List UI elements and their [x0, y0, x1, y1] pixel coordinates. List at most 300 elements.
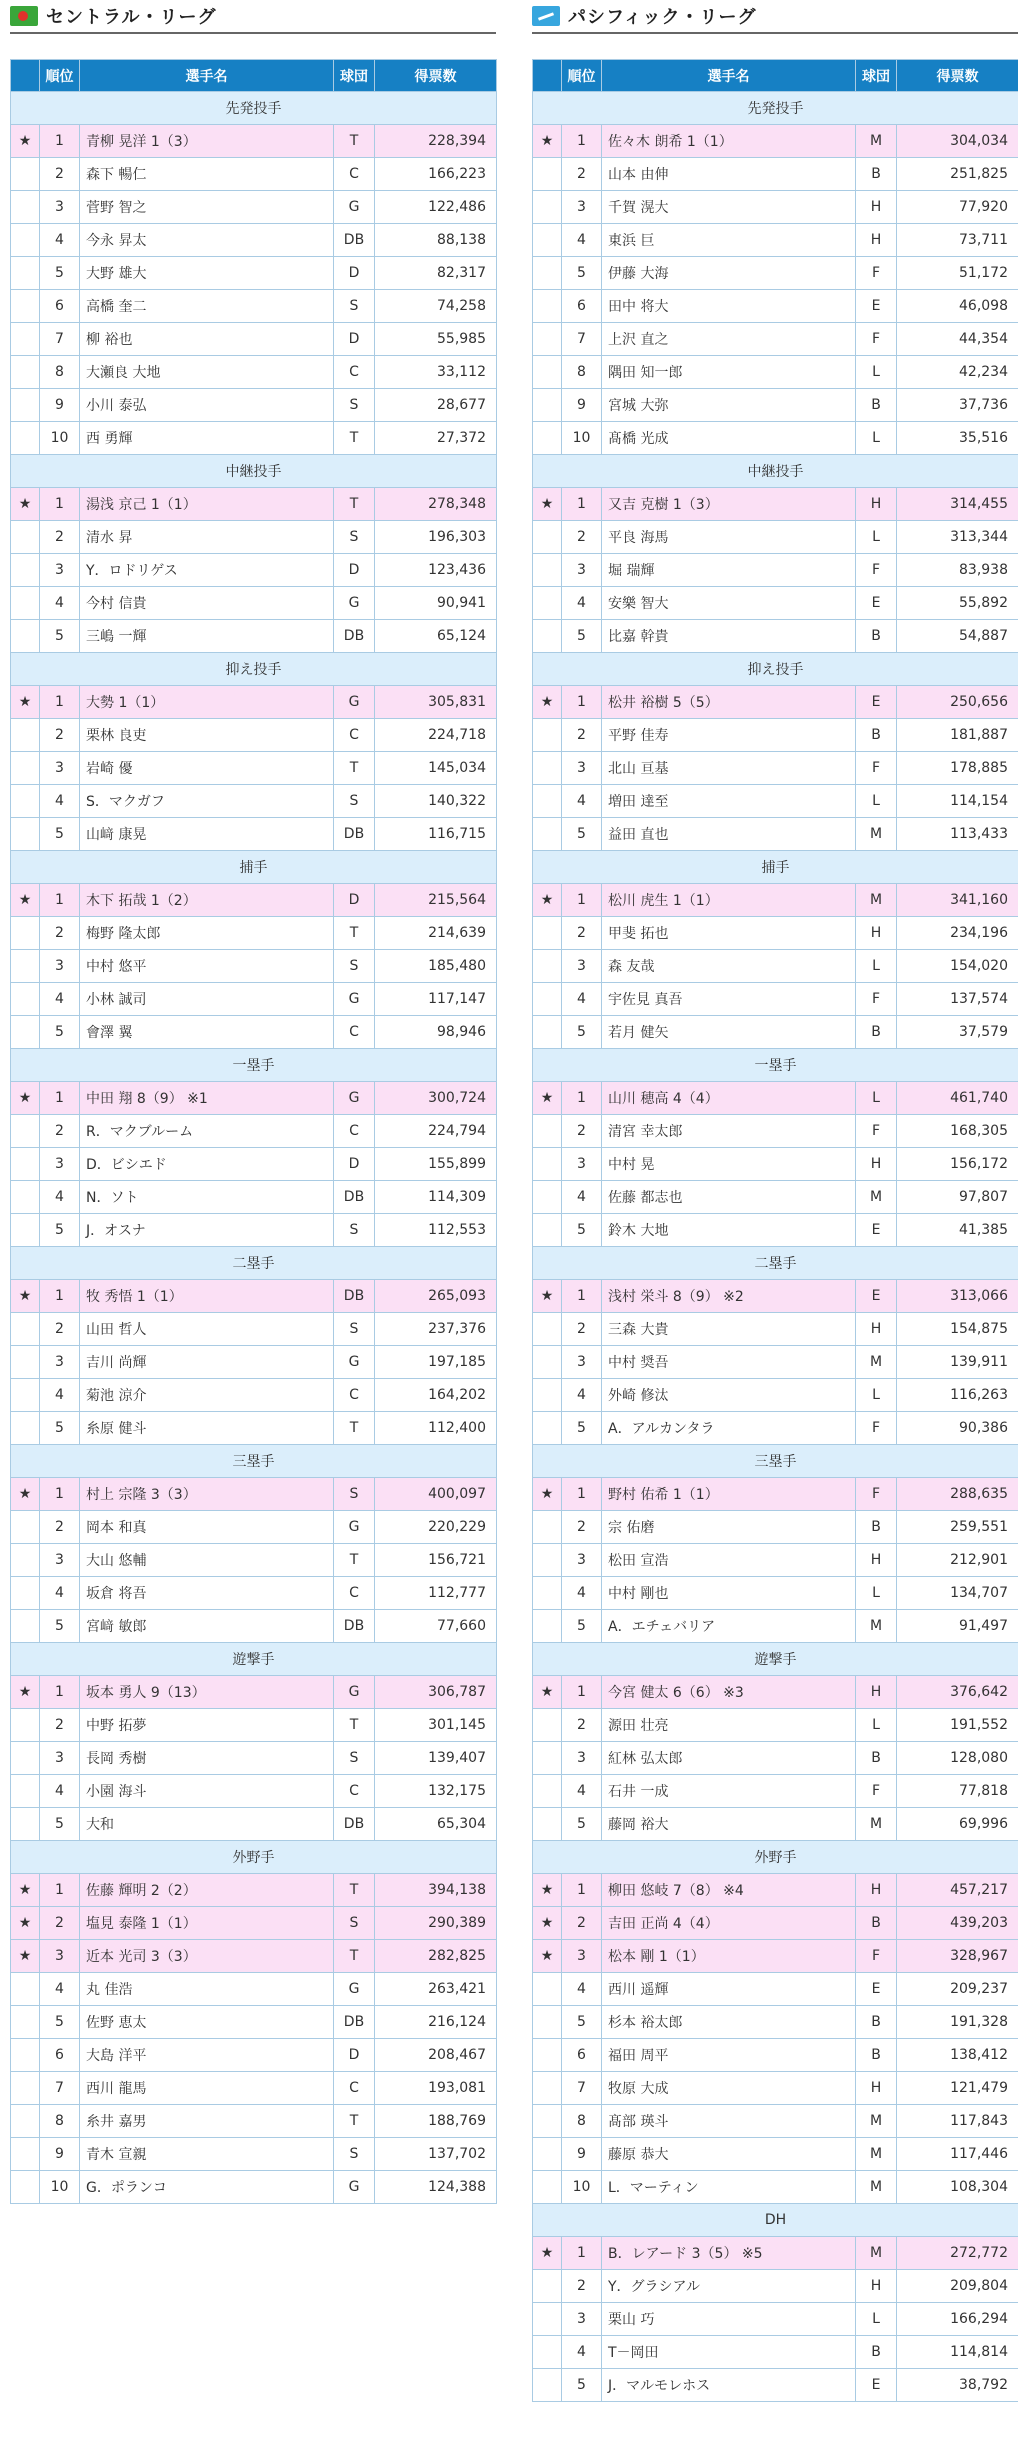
- star-mark: [11, 1214, 40, 1247]
- player-name-cell: 小園 海斗: [80, 1775, 334, 1808]
- team-cell: H: [856, 191, 897, 224]
- player-name-cell: 西川 龍馬: [80, 2072, 334, 2105]
- star-mark: [11, 1577, 40, 1610]
- rank-cell: 2: [40, 1115, 80, 1148]
- team-cell: L: [856, 1577, 897, 1610]
- rank-cell: 3: [40, 1940, 80, 1973]
- rank-cell: 5: [40, 1412, 80, 1445]
- rank-cell: 2: [562, 1907, 602, 1940]
- header-rank: 順位: [40, 60, 80, 92]
- team-cell: M: [856, 2138, 897, 2171]
- rank-cell: 1: [562, 1676, 602, 1709]
- rank-cell: 5: [40, 1808, 80, 1841]
- star-mark: ★: [11, 125, 40, 158]
- votes-cell: 394,138: [375, 1874, 497, 1907]
- player-name-cell: 栗林 良吏: [80, 719, 334, 752]
- rank-cell: 4: [40, 1181, 80, 1214]
- rank-cell: 4: [40, 587, 80, 620]
- section-row: [533, 1445, 1018, 1478]
- star-mark: [11, 1412, 40, 1445]
- votes-cell: 288,635: [897, 1478, 1018, 1511]
- team-cell: D: [334, 257, 375, 290]
- votes-cell: 114,814: [897, 2336, 1018, 2369]
- section-title: 外野手: [533, 1841, 1018, 1874]
- star-mark: [533, 2171, 562, 2204]
- table-row: [11, 1676, 497, 1709]
- table-row: [533, 323, 1018, 356]
- player-name-cell: N．ソト: [80, 1181, 334, 1214]
- rank-cell: 3: [562, 554, 602, 587]
- star-mark: [533, 1775, 562, 1808]
- table-row: [11, 1742, 497, 1775]
- section-row: [11, 653, 497, 686]
- star-mark: [11, 719, 40, 752]
- rank-cell: 2: [40, 719, 80, 752]
- team-cell: M: [856, 818, 897, 851]
- votes-cell: 328,967: [897, 1940, 1018, 1973]
- team-cell: D: [334, 884, 375, 917]
- table-row: [11, 1775, 497, 1808]
- player-name-cell: A．アルカンタラ: [602, 1412, 856, 1445]
- votes-cell: 132,175: [375, 1775, 497, 1808]
- star-mark: [533, 1379, 562, 1412]
- rank-cell: 4: [562, 224, 602, 257]
- team-cell: D: [334, 2039, 375, 2072]
- team-cell: S: [334, 290, 375, 323]
- rank-cell: 1: [562, 488, 602, 521]
- team-cell: T: [334, 1940, 375, 1973]
- star-mark: [11, 2138, 40, 2171]
- player-name-cell: 藤岡 裕大: [602, 1808, 856, 1841]
- star-mark: [533, 224, 562, 257]
- star-mark: ★: [533, 1907, 562, 1940]
- team-cell: D: [334, 1148, 375, 1181]
- team-cell: T: [334, 752, 375, 785]
- table-row: [533, 1379, 1018, 1412]
- player-name-cell: 高橋 奎二: [80, 290, 334, 323]
- votes-cell: 35,516: [897, 422, 1018, 455]
- team-cell: H: [856, 488, 897, 521]
- section-row: [533, 1247, 1018, 1280]
- player-name-cell: 北山 亘基: [602, 752, 856, 785]
- table-row: [11, 1577, 497, 1610]
- table-row: [11, 2171, 497, 2204]
- votes-cell: 112,777: [375, 1577, 497, 1610]
- player-name-cell: 平野 佳寿: [602, 719, 856, 752]
- star-mark: ★: [11, 1082, 40, 1115]
- team-cell: F: [856, 1412, 897, 1445]
- rank-cell: 5: [40, 620, 80, 653]
- star-mark: [11, 752, 40, 785]
- votes-cell: 55,892: [897, 587, 1018, 620]
- votes-cell: 224,794: [375, 1115, 497, 1148]
- votes-cell: 461,740: [897, 1082, 1018, 1115]
- star-mark: ★: [11, 1280, 40, 1313]
- votes-cell: 234,196: [897, 917, 1018, 950]
- section-row: [11, 1841, 497, 1874]
- team-cell: G: [334, 2171, 375, 2204]
- rank-cell: 3: [562, 191, 602, 224]
- player-name-cell: A．エチェバリア: [602, 1610, 856, 1643]
- star-mark: ★: [11, 1478, 40, 1511]
- player-name-cell: 柳 裕也: [80, 323, 334, 356]
- player-name-cell: 外崎 修汰: [602, 1379, 856, 1412]
- rank-cell: 3: [562, 950, 602, 983]
- section-title: 抑え投手: [533, 653, 1018, 686]
- team-cell: B: [856, 389, 897, 422]
- star-mark: [533, 2270, 562, 2303]
- player-name-cell: 伊藤 大海: [602, 257, 856, 290]
- section-title: 二塁手: [533, 1247, 1018, 1280]
- star-mark: [533, 389, 562, 422]
- team-cell: M: [856, 1808, 897, 1841]
- votes-cell: 154,020: [897, 950, 1018, 983]
- star-mark: ★: [533, 125, 562, 158]
- league-title: セントラル・リーグ: [46, 7, 217, 28]
- team-cell: T: [334, 125, 375, 158]
- section-title: 抑え投手: [11, 653, 497, 686]
- team-cell: M: [856, 2105, 897, 2138]
- player-name-cell: 隅田 知一郎: [602, 356, 856, 389]
- star-mark: [533, 2138, 562, 2171]
- star-mark: ★: [533, 1478, 562, 1511]
- team-cell: M: [856, 2171, 897, 2204]
- votes-cell: 214,639: [375, 917, 497, 950]
- team-cell: T: [334, 488, 375, 521]
- section-title: 一塁手: [533, 1049, 1018, 1082]
- section-row: [533, 851, 1018, 884]
- star-mark: [11, 224, 40, 257]
- rank-cell: 2: [562, 158, 602, 191]
- rank-cell: 4: [562, 1379, 602, 1412]
- votes-cell: 139,911: [897, 1346, 1018, 1379]
- section-title: 捕手: [11, 851, 497, 884]
- team-cell: H: [856, 1544, 897, 1577]
- team-cell: L: [856, 1082, 897, 1115]
- votes-cell: 91,497: [897, 1610, 1018, 1643]
- team-cell: H: [856, 917, 897, 950]
- section-title: 三塁手: [533, 1445, 1018, 1478]
- star-mark: [533, 422, 562, 455]
- star-mark: [11, 1775, 40, 1808]
- table-row: [11, 356, 497, 389]
- rank-cell: 10: [562, 422, 602, 455]
- team-cell: F: [856, 257, 897, 290]
- rank-cell: 1: [562, 1478, 602, 1511]
- star-mark: [533, 818, 562, 851]
- player-name-cell: 坂本 勇人 9（13）: [80, 1676, 334, 1709]
- star-mark: [533, 1742, 562, 1775]
- votes-cell: 140,322: [375, 785, 497, 818]
- votes-cell: 197,185: [375, 1346, 497, 1379]
- team-cell: DB: [334, 620, 375, 653]
- votes-cell: 88,138: [375, 224, 497, 257]
- votes-cell: 73,711: [897, 224, 1018, 257]
- rank-cell: 7: [562, 323, 602, 356]
- rank-cell: 1: [40, 686, 80, 719]
- star-mark: [533, 2336, 562, 2369]
- star-mark: [533, 1577, 562, 1610]
- star-mark: [11, 1511, 40, 1544]
- table-row: [533, 2171, 1018, 2204]
- star-mark: [11, 1973, 40, 2006]
- star-mark: ★: [533, 1280, 562, 1313]
- player-name-cell: 安樂 智大: [602, 587, 856, 620]
- table-row: [11, 983, 497, 1016]
- table-row: [11, 950, 497, 983]
- votes-cell: 250,656: [897, 686, 1018, 719]
- star-mark: [533, 158, 562, 191]
- rank-cell: 1: [562, 125, 602, 158]
- votes-cell: 306,787: [375, 1676, 497, 1709]
- team-cell: G: [334, 686, 375, 719]
- star-mark: [533, 2006, 562, 2039]
- table-row: [11, 488, 497, 521]
- table-row: [11, 1016, 497, 1049]
- team-cell: B: [856, 1907, 897, 1940]
- table-row: [11, 2006, 497, 2039]
- table-row: [533, 1115, 1018, 1148]
- table-row: [533, 125, 1018, 158]
- team-cell: S: [334, 785, 375, 818]
- table-row: [533, 983, 1018, 1016]
- star-mark: [11, 554, 40, 587]
- team-cell: H: [856, 1676, 897, 1709]
- rank-cell: 4: [40, 1379, 80, 1412]
- votes-cell: 27,372: [375, 422, 497, 455]
- team-cell: L: [856, 785, 897, 818]
- star-mark: ★: [11, 1676, 40, 1709]
- section-row: [533, 2204, 1018, 2237]
- league-header: [10, 0, 496, 34]
- player-name-cell: 福田 周平: [602, 2039, 856, 2072]
- player-name-cell: 石井 一成: [602, 1775, 856, 1808]
- table-row: [11, 1544, 497, 1577]
- star-mark: [533, 1709, 562, 1742]
- rank-cell: 6: [562, 2039, 602, 2072]
- rank-cell: 1: [562, 686, 602, 719]
- team-cell: G: [334, 1082, 375, 1115]
- player-name-cell: 佐々木 朗希 1（1）: [602, 125, 856, 158]
- rank-cell: 4: [40, 1775, 80, 1808]
- rank-cell: 1: [562, 1280, 602, 1313]
- votes-cell: 65,304: [375, 1808, 497, 1841]
- section-title: 中継投手: [11, 455, 497, 488]
- star-mark: [533, 1973, 562, 2006]
- player-name-cell: 中田 翔 8（9） ※1: [80, 1082, 334, 1115]
- star-mark: [533, 191, 562, 224]
- votes-cell: 305,831: [375, 686, 497, 719]
- player-name-cell: 松川 虎生 1（1）: [602, 884, 856, 917]
- team-cell: M: [856, 884, 897, 917]
- table-row: [533, 2138, 1018, 2171]
- table-row: [533, 290, 1018, 323]
- section-title: 一塁手: [11, 1049, 497, 1082]
- header-star: [11, 60, 40, 92]
- team-cell: B: [856, 719, 897, 752]
- star-mark: [533, 752, 562, 785]
- table-row: [533, 521, 1018, 554]
- player-name-cell: J．オスナ: [80, 1214, 334, 1247]
- player-name-cell: 柳田 悠岐 7（8） ※4: [602, 1874, 856, 1907]
- rank-cell: 4: [40, 983, 80, 1016]
- votes-cell: 65,124: [375, 620, 497, 653]
- star-mark: [533, 917, 562, 950]
- team-cell: L: [856, 422, 897, 455]
- table-row: [11, 257, 497, 290]
- table-row: [11, 1511, 497, 1544]
- central-table-body: [11, 92, 497, 2204]
- rank-cell: 6: [562, 290, 602, 323]
- player-name-cell: 髙部 瑛斗: [602, 2105, 856, 2138]
- star-mark: [533, 1610, 562, 1643]
- rank-cell: 4: [562, 587, 602, 620]
- votes-cell: 37,579: [897, 1016, 1018, 1049]
- votes-cell: 251,825: [897, 158, 1018, 191]
- table-row: [533, 1313, 1018, 1346]
- table-row: [533, 719, 1018, 752]
- rank-cell: 5: [562, 2006, 602, 2039]
- section-row: [11, 1049, 497, 1082]
- player-name-cell: 上沢 直之: [602, 323, 856, 356]
- rank-cell: 3: [40, 1742, 80, 1775]
- votes-cell: 28,677: [375, 389, 497, 422]
- section-row: [11, 92, 497, 125]
- rank-cell: 1: [40, 1280, 80, 1313]
- rank-cell: 4: [562, 785, 602, 818]
- section-title: 遊撃手: [11, 1643, 497, 1676]
- rank-cell: 3: [40, 1346, 80, 1379]
- player-name-cell: 紅林 弘太郎: [602, 1742, 856, 1775]
- section-row: [11, 1247, 497, 1280]
- player-name-cell: 吉川 尚輝: [80, 1346, 334, 1379]
- player-name-cell: 堀 瑞輝: [602, 554, 856, 587]
- rank-cell: 6: [40, 2039, 80, 2072]
- team-cell: B: [856, 620, 897, 653]
- votes-cell: 137,702: [375, 2138, 497, 2171]
- player-name-cell: 山﨑 康晃: [80, 818, 334, 851]
- player-name-cell: 青木 宣親: [80, 2138, 334, 2171]
- table-row: [11, 752, 497, 785]
- table-row: [11, 1478, 497, 1511]
- table-row: [11, 1973, 497, 2006]
- player-name-cell: 松井 裕樹 5（5）: [602, 686, 856, 719]
- table-row: [11, 1610, 497, 1643]
- rank-cell: 3: [40, 950, 80, 983]
- player-name-cell: 菊池 涼介: [80, 1379, 334, 1412]
- rank-cell: 1: [562, 1082, 602, 1115]
- star-mark: [11, 422, 40, 455]
- votes-cell: 55,985: [375, 323, 497, 356]
- votes-cell: 376,642: [897, 1676, 1018, 1709]
- rank-cell: 5: [40, 818, 80, 851]
- table-row: [11, 917, 497, 950]
- central-league-panel: [10, 0, 496, 2204]
- rank-cell: 8: [562, 356, 602, 389]
- rank-cell: 5: [562, 1412, 602, 1445]
- star-mark: [533, 1808, 562, 1841]
- player-name-cell: 森 友哉: [602, 950, 856, 983]
- votes-cell: 209,237: [897, 1973, 1018, 2006]
- rank-cell: 4: [40, 224, 80, 257]
- team-cell: F: [856, 1940, 897, 1973]
- votes-cell: 191,328: [897, 2006, 1018, 2039]
- player-name-cell: 三森 大貴: [602, 1313, 856, 1346]
- rank-cell: 1: [562, 884, 602, 917]
- table-row: [11, 191, 497, 224]
- section-title: 先発投手: [533, 92, 1018, 125]
- team-cell: C: [334, 356, 375, 389]
- votes-cell: 117,147: [375, 983, 497, 1016]
- table-row: [533, 1082, 1018, 1115]
- player-name-cell: 今村 信貴: [80, 587, 334, 620]
- team-cell: G: [334, 1346, 375, 1379]
- star-mark: [533, 1346, 562, 1379]
- votes-cell: 83,938: [897, 554, 1018, 587]
- table-row: [533, 1412, 1018, 1445]
- votes-cell: 46,098: [897, 290, 1018, 323]
- rank-cell: 2: [562, 917, 602, 950]
- team-cell: E: [856, 1280, 897, 1313]
- votes-cell: 82,317: [375, 257, 497, 290]
- player-name-cell: 若月 健矢: [602, 1016, 856, 1049]
- votes-cell: 124,388: [375, 2171, 497, 2204]
- player-name-cell: 岡本 和真: [80, 1511, 334, 1544]
- player-name-cell: 塩見 泰隆 1（1）: [80, 1907, 334, 1940]
- rank-cell: 4: [562, 983, 602, 1016]
- votes-cell: 54,887: [897, 620, 1018, 653]
- section-row: [533, 1841, 1018, 1874]
- player-name-cell: D．ビシエド: [80, 1148, 334, 1181]
- star-mark: [533, 521, 562, 554]
- table-row: [11, 1280, 497, 1313]
- rank-cell: 2: [562, 521, 602, 554]
- votes-cell: 77,660: [375, 1610, 497, 1643]
- team-cell: C: [334, 2072, 375, 2105]
- team-cell: S: [334, 1313, 375, 1346]
- central-vote-table: [10, 59, 497, 2204]
- player-name-cell: S．マクガフ: [80, 785, 334, 818]
- star-mark: ★: [11, 1907, 40, 1940]
- section-title: 三塁手: [11, 1445, 497, 1478]
- votes-cell: 216,124: [375, 2006, 497, 2039]
- rank-cell: 10: [40, 2171, 80, 2204]
- team-cell: F: [856, 1478, 897, 1511]
- team-cell: DB: [334, 1610, 375, 1643]
- table-header-row: [11, 60, 497, 92]
- votes-cell: 90,941: [375, 587, 497, 620]
- team-cell: M: [856, 1181, 897, 1214]
- votes-cell: 220,229: [375, 1511, 497, 1544]
- star-mark: [11, 1181, 40, 1214]
- star-mark: ★: [533, 686, 562, 719]
- team-cell: T: [334, 422, 375, 455]
- player-name-cell: 又吉 克樹 1（3）: [602, 488, 856, 521]
- pacific-vote-table: [532, 59, 1018, 2402]
- votes-cell: 263,421: [375, 1973, 497, 2006]
- team-cell: C: [334, 1577, 375, 1610]
- player-name-cell: 宇佐見 真吾: [602, 983, 856, 1016]
- section-row: [533, 1643, 1018, 1676]
- central-league-flag-icon: [10, 6, 38, 26]
- player-name-cell: 増田 達至: [602, 785, 856, 818]
- team-cell: F: [856, 983, 897, 1016]
- votes-cell: 313,344: [897, 521, 1018, 554]
- league-header: [532, 0, 1018, 34]
- rank-cell: 2: [40, 158, 80, 191]
- star-mark: [11, 1148, 40, 1181]
- team-cell: H: [856, 224, 897, 257]
